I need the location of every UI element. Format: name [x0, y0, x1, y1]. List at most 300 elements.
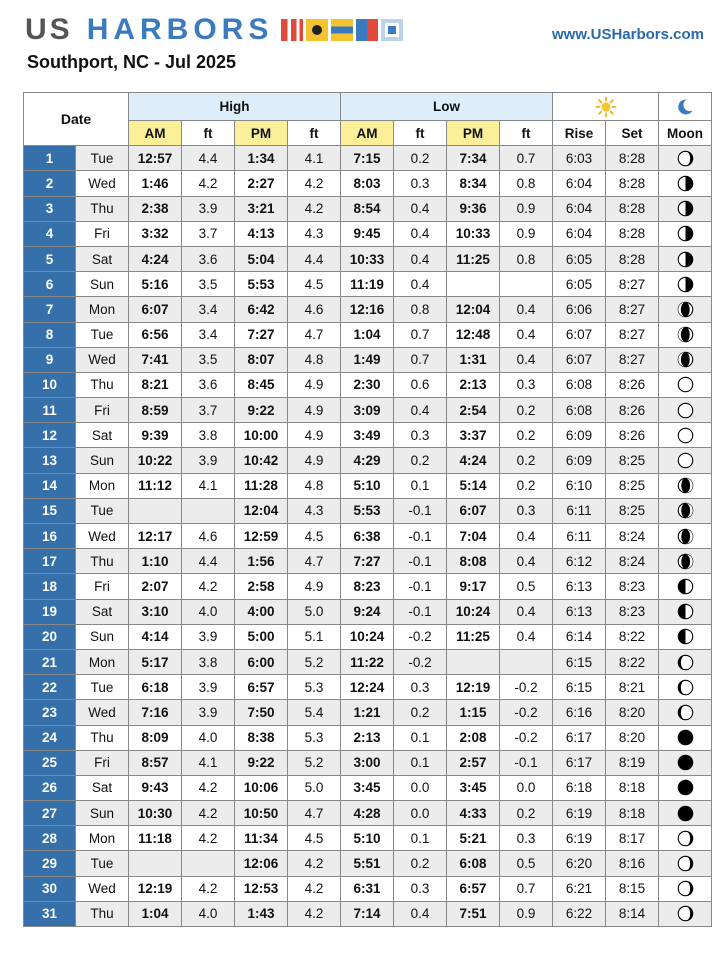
low-am-time: 8:03: [341, 171, 394, 196]
high-pm-height: 5.3: [288, 725, 341, 750]
sunrise-time: 6:19: [553, 801, 606, 826]
high-am-height: 3.9: [182, 624, 235, 649]
table-row: [24, 624, 712, 649]
high-am-height: 3.4: [182, 297, 235, 322]
high-am-time: 6:56: [129, 322, 182, 347]
high-am-height: 3.4: [182, 322, 235, 347]
high-pm-time: 2:58: [235, 574, 288, 599]
moon-phase-cell: [659, 775, 712, 800]
tide-table: [23, 92, 712, 927]
high-pm-height: 5.0: [288, 775, 341, 800]
low-pm-height: 0.4: [500, 624, 553, 649]
low-pm-time: 6:07: [447, 498, 500, 523]
day-number: 1: [24, 146, 76, 171]
low-am-time: 4:29: [341, 448, 394, 473]
table-row: [24, 901, 712, 926]
logo-us-text: US: [25, 13, 73, 46]
low-am-time: 10:33: [341, 246, 394, 271]
high-am-time: 1:10: [129, 549, 182, 574]
low-pm-time: 3:45: [447, 775, 500, 800]
high-pm-height: 4.6: [288, 297, 341, 322]
low-pm-time: 5:14: [447, 473, 500, 498]
high-pm-height: 4.7: [288, 322, 341, 347]
low-am-height: 0.3: [394, 171, 447, 196]
high-am-time: 8:21: [129, 372, 182, 397]
low-pm-height: 0.2: [500, 801, 553, 826]
low-pm-height: [500, 649, 553, 674]
date-header: Date: [24, 93, 129, 146]
table-row: [24, 272, 712, 297]
high-am-time: 6:18: [129, 675, 182, 700]
high-am-height: 3.8: [182, 649, 235, 674]
moon-phase-cell: [659, 146, 712, 171]
moon-phase-cell: [659, 549, 712, 574]
sunrise-time: 6:08: [553, 398, 606, 423]
waning-gibbous-moon-icon: [677, 528, 694, 545]
low-am-height: 0.7: [394, 322, 447, 347]
sunset-time: 8:18: [606, 801, 659, 826]
low-pm-time: 6:08: [447, 851, 500, 876]
high-am-time: 8:59: [129, 398, 182, 423]
moon-phase-cell: [659, 574, 712, 599]
low-pm-time: 2:08: [447, 725, 500, 750]
signal-flag-icon: [281, 19, 303, 41]
table-row: [24, 398, 712, 423]
high-am-time: 7:41: [129, 347, 182, 372]
day-number: 13: [24, 448, 76, 473]
high-am-height: 3.6: [182, 372, 235, 397]
sunrise-time: 6:18: [553, 775, 606, 800]
high-am-time: 7:16: [129, 700, 182, 725]
high-am-height: [182, 851, 235, 876]
waxing-gibbous-moon-icon: [677, 301, 694, 318]
sunrise-time: 6:13: [553, 599, 606, 624]
high-am-height: 4.2: [182, 801, 235, 826]
high-pm-time: 12:04: [235, 498, 288, 523]
waxing-gibbous-moon-icon: [677, 326, 694, 343]
low-am-height: 0.7: [394, 347, 447, 372]
table-row: [24, 347, 712, 372]
low-pm-height: 0.8: [500, 246, 553, 271]
low-pm-height: 0.4: [500, 549, 553, 574]
sunrise-time: 6:20: [553, 851, 606, 876]
low-header: Low: [341, 93, 553, 121]
high-am-time: 12:17: [129, 524, 182, 549]
sunset-header: Set: [606, 121, 659, 146]
low-am-height: 0.1: [394, 826, 447, 851]
sunrise-time: 6:04: [553, 196, 606, 221]
day-number: 5: [24, 246, 76, 271]
high-am-height: 4.0: [182, 599, 235, 624]
low-am-height: 0.2: [394, 700, 447, 725]
signal-flag-icon: [381, 19, 403, 41]
sunset-time: 8:24: [606, 549, 659, 574]
sunset-time: 8:14: [606, 901, 659, 926]
weekday: Mon: [76, 297, 129, 322]
weekday: Wed: [76, 524, 129, 549]
low-pm-time: 1:31: [447, 347, 500, 372]
moon-phase-cell: [659, 221, 712, 246]
day-number: 26: [24, 775, 76, 800]
low-am-height: 0.1: [394, 750, 447, 775]
low-am-height: 0.4: [394, 901, 447, 926]
weekday: Sun: [76, 801, 129, 826]
high-am-height: 3.9: [182, 675, 235, 700]
low-am-height: 0.6: [394, 372, 447, 397]
low-pm-time: 4:33: [447, 801, 500, 826]
moon-phase-cell: [659, 675, 712, 700]
high-am-height: 3.6: [182, 246, 235, 271]
low-pm-time: 4:24: [447, 448, 500, 473]
low-am-time: 12:16: [341, 297, 394, 322]
full-moon-icon: [677, 376, 694, 393]
high-pm-time: 6:42: [235, 297, 288, 322]
low-am-time: 7:27: [341, 549, 394, 574]
moon-phase-cell: [659, 347, 712, 372]
low-am-time: 2:13: [341, 725, 394, 750]
sunrise-time: 6:15: [553, 675, 606, 700]
low-am-height: 0.3: [394, 423, 447, 448]
high-pm-time: 4:13: [235, 221, 288, 246]
high-am-height: 4.2: [182, 171, 235, 196]
high-pm-ft-header: ft: [288, 121, 341, 146]
low-am-height: 0.1: [394, 473, 447, 498]
weekday: Wed: [76, 876, 129, 901]
high-am-height: 4.2: [182, 574, 235, 599]
first-quarter-moon-icon: [677, 276, 694, 293]
weekday: Fri: [76, 398, 129, 423]
low-am-time: 3:45: [341, 775, 394, 800]
high-pm-time: 8:07: [235, 347, 288, 372]
sunset-time: 8:26: [606, 398, 659, 423]
weekday: Sat: [76, 599, 129, 624]
table-row: [24, 599, 712, 624]
high-am-height: [182, 498, 235, 523]
sunset-time: 8:27: [606, 322, 659, 347]
high-pm-height: 4.3: [288, 221, 341, 246]
table-row: [24, 448, 712, 473]
low-pm-time: 9:36: [447, 196, 500, 221]
sunrise-time: 6:22: [553, 901, 606, 926]
high-am-time: 3:10: [129, 599, 182, 624]
weekday: Sat: [76, 775, 129, 800]
low-am-height: 0.3: [394, 675, 447, 700]
table-row: [24, 196, 712, 221]
low-am-height: -0.1: [394, 549, 447, 574]
high-am-time: 4:14: [129, 624, 182, 649]
weekday: Thu: [76, 725, 129, 750]
signal-flag-icon: [306, 19, 328, 41]
day-number: 30: [24, 876, 76, 901]
high-am-time: 11:18: [129, 826, 182, 851]
high-am-height: 4.2: [182, 826, 235, 851]
day-number: 17: [24, 549, 76, 574]
low-pm-time: 6:57: [447, 876, 500, 901]
low-am-time: 1:21: [341, 700, 394, 725]
moon-phase-cell: [659, 398, 712, 423]
day-number: 6: [24, 272, 76, 297]
moon-phase-cell: [659, 272, 712, 297]
low-pm-height: -0.2: [500, 675, 553, 700]
low-am-height: 0.4: [394, 246, 447, 271]
waning-gibbous-moon-icon: [677, 553, 694, 570]
high-am-height: 3.9: [182, 196, 235, 221]
high-pm-time: 10:50: [235, 801, 288, 826]
low-pm-time: 2:57: [447, 750, 500, 775]
high-am-time: 12:19: [129, 876, 182, 901]
high-am-time: 6:07: [129, 297, 182, 322]
low-am-time: 11:19: [341, 272, 394, 297]
table-row: [24, 574, 712, 599]
table-row: [24, 246, 712, 271]
sunrise-time: 6:17: [553, 725, 606, 750]
sunset-time: 8:28: [606, 146, 659, 171]
sunrise-time: 6:19: [553, 826, 606, 851]
high-am-height: 4.1: [182, 750, 235, 775]
day-number: 3: [24, 196, 76, 221]
sunset-time: 8:22: [606, 649, 659, 674]
weekday: Tue: [76, 498, 129, 523]
sunset-time: 8:23: [606, 574, 659, 599]
high-am-height: 4.2: [182, 775, 235, 800]
moon-phase-cell: [659, 171, 712, 196]
high-pm-time: 10:42: [235, 448, 288, 473]
table-row: [24, 700, 712, 725]
high-pm-height: 5.2: [288, 750, 341, 775]
high-pm-time: 5:04: [235, 246, 288, 271]
high-pm-height: 4.9: [288, 448, 341, 473]
low-pm-time: 1:15: [447, 700, 500, 725]
day-number: 29: [24, 851, 76, 876]
high-am-height: 4.0: [182, 901, 235, 926]
logo-harbors-text: HARBORS: [86, 13, 274, 46]
high-pm-height: 4.9: [288, 372, 341, 397]
waxing-crescent-moon-icon: [677, 905, 694, 922]
table-row: [24, 775, 712, 800]
high-pm-height: 4.8: [288, 347, 341, 372]
high-pm-time: 11:34: [235, 826, 288, 851]
table-row: [24, 473, 712, 498]
low-pm-height: [500, 272, 553, 297]
low-am-time: 10:24: [341, 624, 394, 649]
sunset-time: 8:28: [606, 221, 659, 246]
high-am-height: 3.9: [182, 448, 235, 473]
day-number: 11: [24, 398, 76, 423]
high-pm-time: 10:06: [235, 775, 288, 800]
low-am-height: 0.3: [394, 876, 447, 901]
table-row: [24, 423, 712, 448]
table-row: [24, 524, 712, 549]
low-pm-header: PM: [447, 121, 500, 146]
waxing-crescent-moon-icon: [677, 830, 694, 847]
signal-flags: [281, 19, 403, 41]
table-row: [24, 498, 712, 523]
day-number: 24: [24, 725, 76, 750]
page-title: Southport, NC - Jul 2025: [27, 52, 237, 72]
table-row: [24, 221, 712, 246]
high-am-time: 1:04: [129, 901, 182, 926]
high-pm-height: 4.2: [288, 171, 341, 196]
weekday: Sun: [76, 448, 129, 473]
low-pm-height: 0.4: [500, 347, 553, 372]
high-am-time: 9:39: [129, 423, 182, 448]
moon-phase-cell: [659, 624, 712, 649]
low-pm-time: 7:34: [447, 146, 500, 171]
low-pm-height: 0.2: [500, 398, 553, 423]
sunrise-time: 6:05: [553, 272, 606, 297]
low-pm-height: 0.4: [500, 322, 553, 347]
high-pm-time: 1:43: [235, 901, 288, 926]
high-pm-height: 4.2: [288, 901, 341, 926]
high-pm-time: 12:59: [235, 524, 288, 549]
sunset-time: 8:22: [606, 624, 659, 649]
moon-phase-cell: [659, 851, 712, 876]
high-am-time: 3:32: [129, 221, 182, 246]
high-am-time: [129, 498, 182, 523]
weekday: Wed: [76, 171, 129, 196]
low-am-time: 5:51: [341, 851, 394, 876]
sunset-time: 8:21: [606, 675, 659, 700]
high-am-height: 4.4: [182, 146, 235, 171]
high-pm-time: 9:22: [235, 398, 288, 423]
low-pm-time: [447, 649, 500, 674]
day-number: 12: [24, 423, 76, 448]
low-am-height: -0.1: [394, 574, 447, 599]
low-pm-height: -0.2: [500, 700, 553, 725]
high-pm-height: 5.0: [288, 599, 341, 624]
moon-phase-cell: [659, 649, 712, 674]
waxing-gibbous-moon-icon: [677, 351, 694, 368]
low-am-time: 9:24: [341, 599, 394, 624]
weekday: Thu: [76, 196, 129, 221]
moon-phase-cell: [659, 826, 712, 851]
low-am-height: 0.0: [394, 801, 447, 826]
low-pm-time: 11:25: [447, 246, 500, 271]
day-number: 2: [24, 171, 76, 196]
low-am-ft-header: ft: [394, 121, 447, 146]
table-row: [24, 725, 712, 750]
low-pm-time: 8:08: [447, 549, 500, 574]
low-pm-time: 12:04: [447, 297, 500, 322]
waning-crescent-moon-icon: [677, 654, 694, 671]
high-pm-height: 4.3: [288, 498, 341, 523]
last-quarter-moon-icon: [677, 578, 694, 595]
low-am-time: 5:10: [341, 826, 394, 851]
high-am-time: [129, 851, 182, 876]
weekday: Tue: [76, 851, 129, 876]
sunset-time: 8:25: [606, 473, 659, 498]
weekday: Mon: [76, 826, 129, 851]
high-am-height: 4.4: [182, 549, 235, 574]
low-am-time: 8:54: [341, 196, 394, 221]
high-am-ft-header: ft: [182, 121, 235, 146]
moon-phase-cell: [659, 423, 712, 448]
sunrise-time: 6:10: [553, 473, 606, 498]
low-pm-height: 0.9: [500, 901, 553, 926]
low-am-height: -0.2: [394, 649, 447, 674]
high-am-time: 11:12: [129, 473, 182, 498]
moon-phase-cell: [659, 750, 712, 775]
high-am-time: 10:30: [129, 801, 182, 826]
moon-phase-cell: [659, 473, 712, 498]
moon-phase-cell: [659, 498, 712, 523]
low-pm-ft-header: ft: [500, 121, 553, 146]
sunrise-time: 6:12: [553, 549, 606, 574]
low-am-time: 7:14: [341, 901, 394, 926]
high-pm-height: 5.1: [288, 624, 341, 649]
sunrise-time: 6:03: [553, 146, 606, 171]
new-moon-icon: [677, 754, 694, 771]
sunset-time: 8:20: [606, 700, 659, 725]
high-pm-height: 4.7: [288, 549, 341, 574]
low-pm-height: 0.3: [500, 826, 553, 851]
high-pm-height: 4.5: [288, 272, 341, 297]
moon-phase-cell: [659, 196, 712, 221]
table-row: [24, 826, 712, 851]
high-pm-time: 8:38: [235, 725, 288, 750]
high-pm-time: 8:45: [235, 372, 288, 397]
day-number: 4: [24, 221, 76, 246]
low-pm-time: 2:13: [447, 372, 500, 397]
waxing-crescent-moon-icon: [677, 855, 694, 872]
high-am-height: 3.8: [182, 423, 235, 448]
day-number: 16: [24, 524, 76, 549]
low-pm-time: 8:34: [447, 171, 500, 196]
sunrise-header: Rise: [553, 121, 606, 146]
waning-gibbous-moon-icon: [677, 502, 694, 519]
high-pm-time: 6:00: [235, 649, 288, 674]
low-am-header: AM: [341, 121, 394, 146]
low-am-time: 6:38: [341, 524, 394, 549]
high-am-time: 4:24: [129, 246, 182, 271]
high-am-height: 4.1: [182, 473, 235, 498]
low-pm-height: 0.2: [500, 473, 553, 498]
high-pm-height: 4.9: [288, 398, 341, 423]
low-am-time: 5:53: [341, 498, 394, 523]
sunrise-time: 6:06: [553, 297, 606, 322]
sun-header: [553, 93, 659, 121]
high-am-height: 4.6: [182, 524, 235, 549]
low-am-height: 0.2: [394, 448, 447, 473]
sunset-time: 8:27: [606, 297, 659, 322]
sunset-time: 8:25: [606, 498, 659, 523]
high-pm-height: 5.4: [288, 700, 341, 725]
sunrise-time: 6:11: [553, 524, 606, 549]
high-am-time: 8:57: [129, 750, 182, 775]
low-am-time: 11:22: [341, 649, 394, 674]
sunset-time: 8:15: [606, 876, 659, 901]
day-number: 28: [24, 826, 76, 851]
low-pm-height: 0.9: [500, 221, 553, 246]
first-quarter-moon-icon: [677, 225, 694, 242]
high-pm-time: 1:56: [235, 549, 288, 574]
high-pm-height: 4.5: [288, 524, 341, 549]
day-number: 25: [24, 750, 76, 775]
low-pm-time: 10:33: [447, 221, 500, 246]
sunset-time: 8:20: [606, 725, 659, 750]
table-row: [24, 801, 712, 826]
sunset-time: 8:28: [606, 171, 659, 196]
sunset-time: 8:28: [606, 196, 659, 221]
table-row: [24, 649, 712, 674]
website-link[interactable]: www.USHarbors.com: [552, 26, 704, 43]
sunset-time: 8:26: [606, 372, 659, 397]
low-pm-height: 0.2: [500, 423, 553, 448]
day-number: 8: [24, 322, 76, 347]
high-pm-time: 12:06: [235, 851, 288, 876]
moon-header: [659, 93, 712, 121]
high-pm-height: 4.4: [288, 246, 341, 271]
